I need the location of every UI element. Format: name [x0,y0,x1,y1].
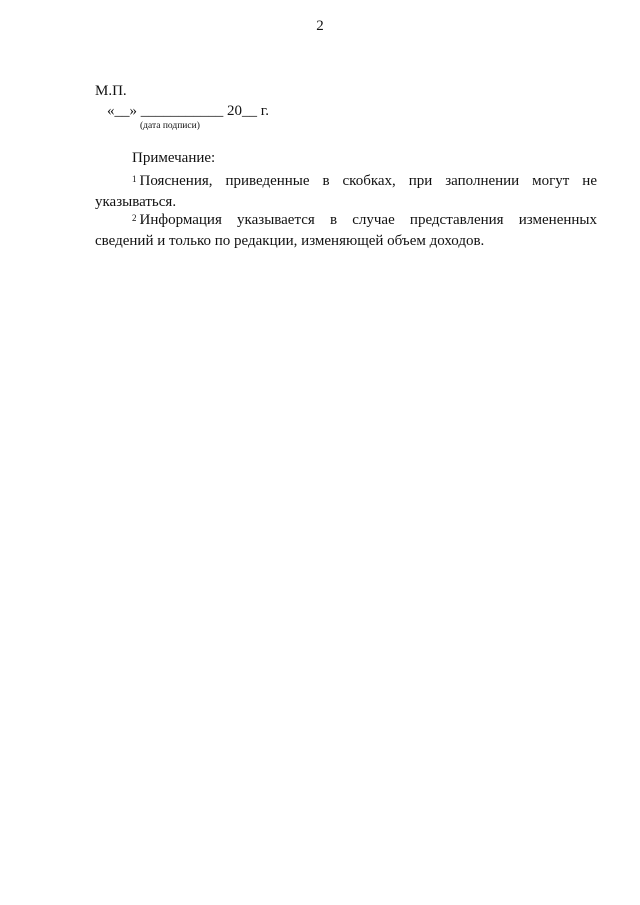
notes-title: Примечание: [132,150,216,166]
footnote-text: Пояснения, приведенные в скобках, при заполнении могут не указываться. [95,173,597,210]
stamp-label: М.П. [95,83,127,99]
footnote-marker: 2 [132,213,137,223]
signature-date-caption: (дата подписи) [140,121,200,131]
signature-date-line: «__» ___________ 20__ г. [107,103,269,119]
footnote-2 [95,210,597,252]
footnote-1 [95,171,597,213]
page-number: 2 [316,18,324,34]
footnote-text: Информация указывается в случае представления измененных сведений и только по редакции, изменяющей объем доходов. [95,212,597,249]
footnote-marker: 1 [132,174,137,184]
